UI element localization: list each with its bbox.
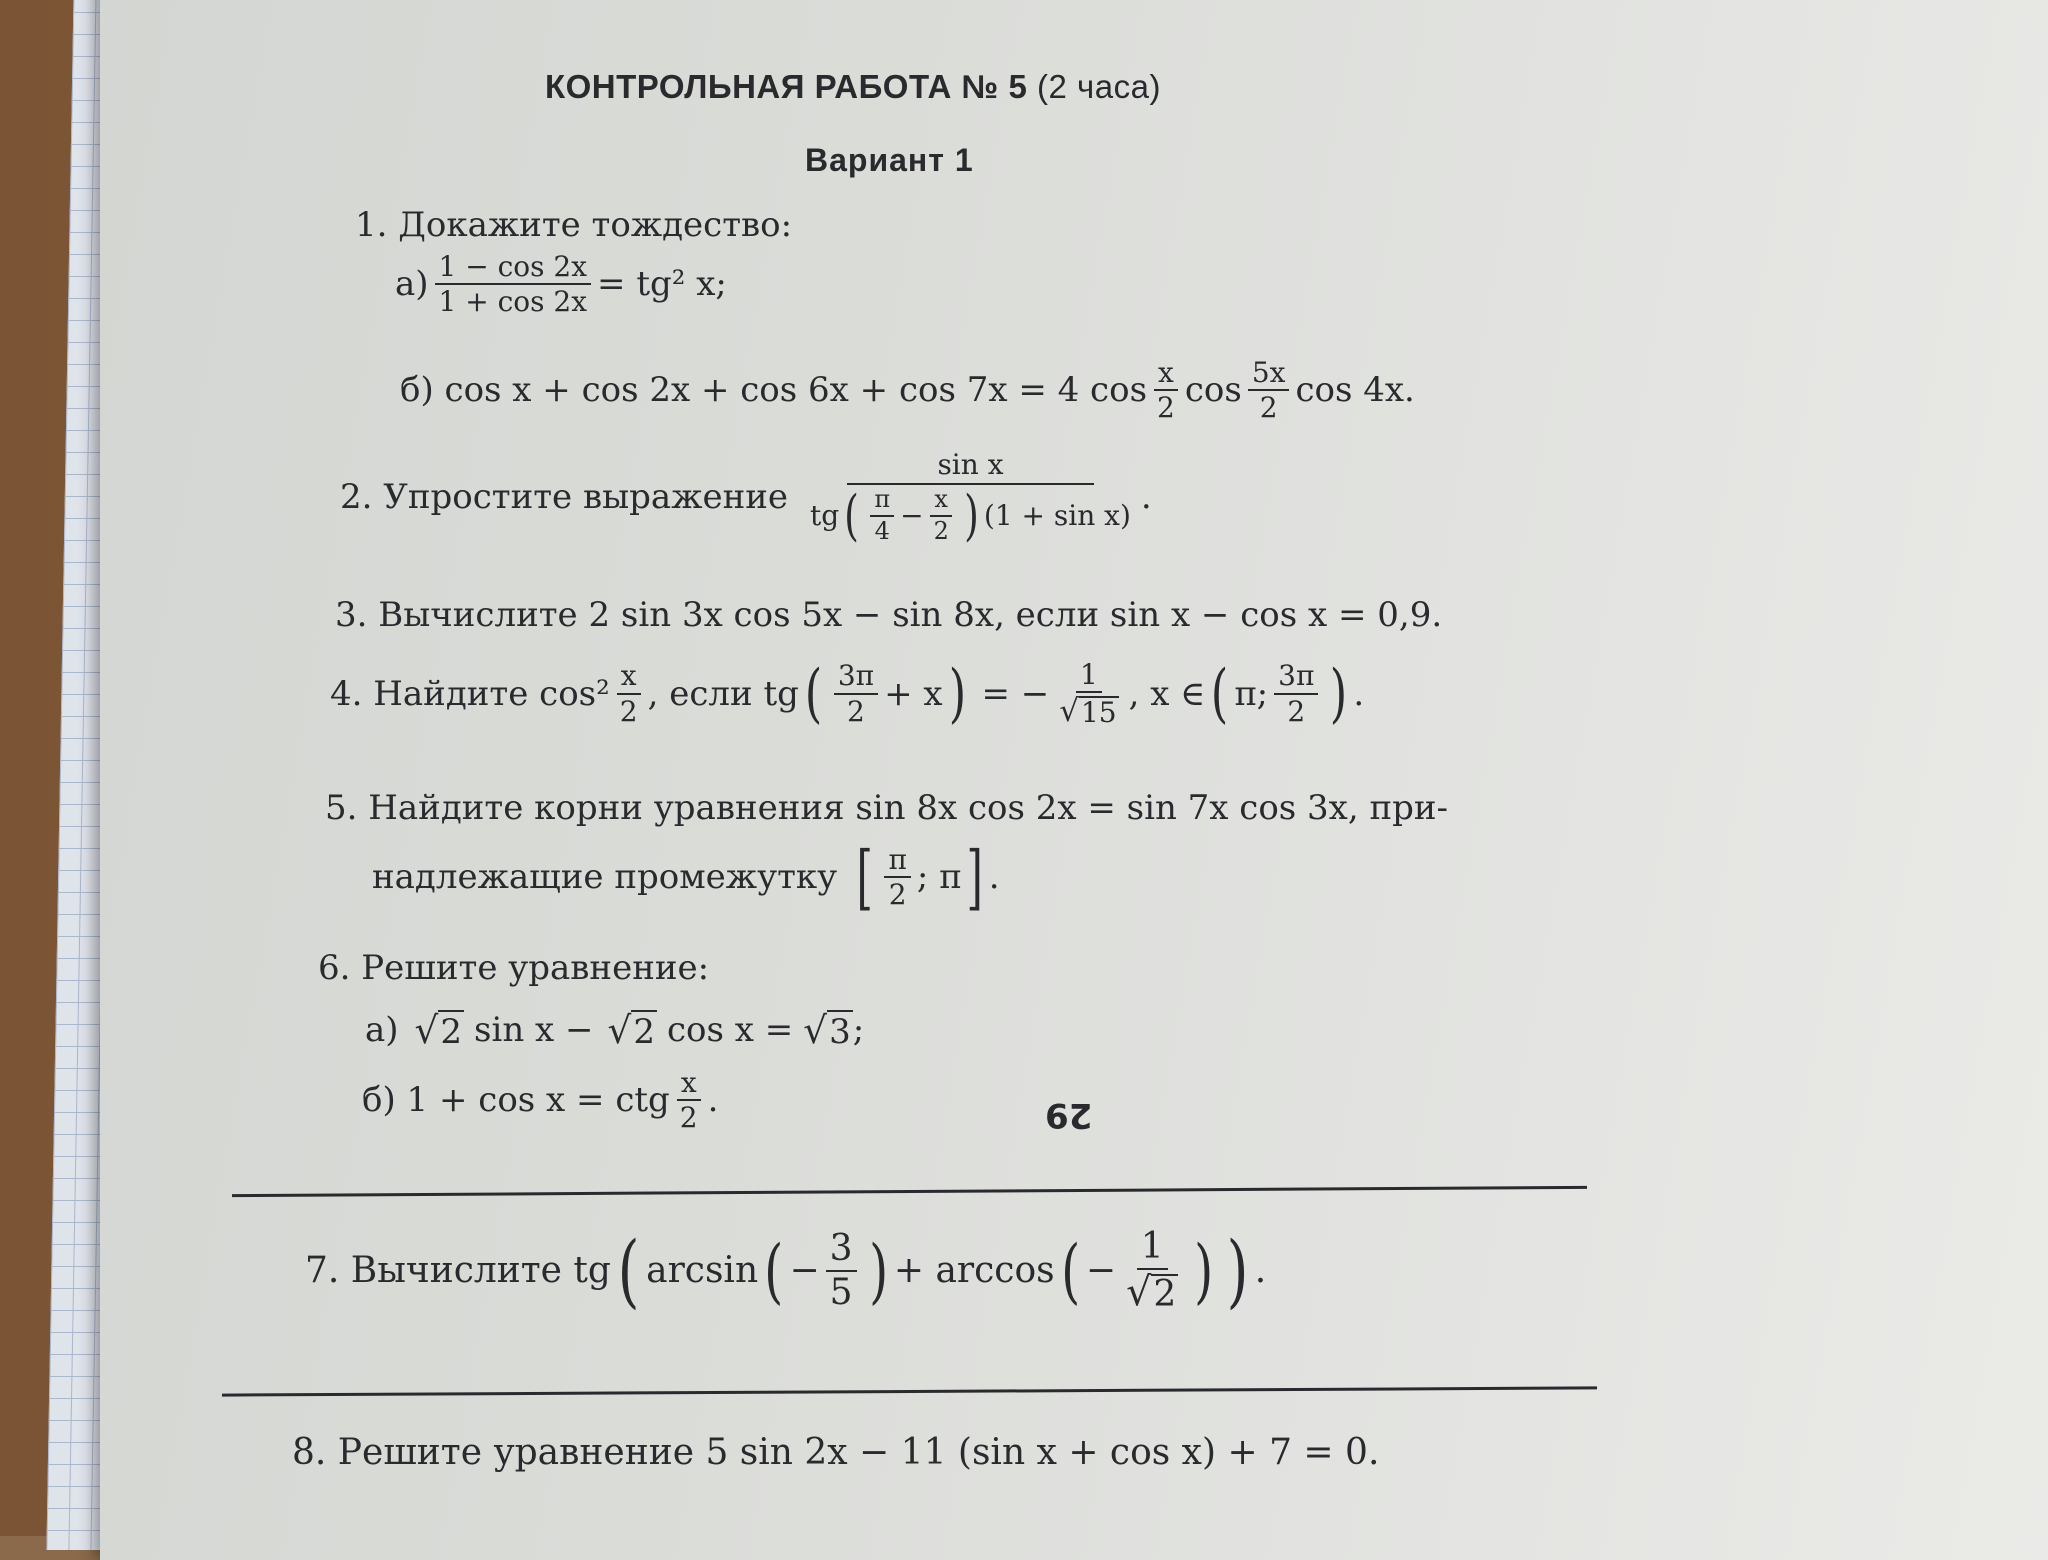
task-6-text: 6. Решите уравнение:: [318, 948, 710, 988]
task-4-f3-den: [1055, 693, 1122, 730]
task-1b-frac1-num: x: [1154, 358, 1178, 391]
task-5-text-1: 5. Найдите корни уравнения sin 8x cos 2x = sin 7x cos 3x, при-: [325, 788, 1449, 828]
task-1b-end: cos 4x.: [1295, 370, 1415, 411]
task-7: [305, 1223, 1267, 1317]
task-6a-term-1: sin x −: [474, 1010, 594, 1050]
task-1a: [395, 252, 727, 317]
task-4-f4-den: 2: [1287, 694, 1306, 728]
task-5-line-1: [325, 788, 1448, 828]
task-4-f2-num: 3π: [834, 661, 878, 694]
task-2-x: x: [930, 487, 952, 516]
task-6a-radicand-3: 3: [829, 1012, 851, 1052]
task-7-frac-1-sqrt2: [1122, 1228, 1182, 1313]
task-2-tail: (1 + sin x): [983, 498, 1131, 532]
task-2-minus: −: [900, 498, 924, 532]
task-1a-rhs: = tg² x;: [597, 264, 727, 305]
task-7-frac-3-5: [826, 1227, 857, 1313]
task-4-f1-num: x: [617, 661, 641, 694]
task-6a-sqrt-2: √ 2: [607, 1008, 655, 1052]
task-7-arccos-close: ): [1194, 1229, 1214, 1312]
task-6b-frac: [676, 1068, 702, 1133]
task-5-end: .: [988, 857, 1000, 897]
task-7-arcsin-close: ): [868, 1229, 888, 1312]
task-4-sqrt: √ 15: [1059, 693, 1117, 730]
task-1-label: [355, 205, 792, 245]
task-4-radicand: 15: [1080, 696, 1117, 730]
task-4: [330, 656, 1365, 731]
task-2-two: 2: [933, 516, 949, 545]
task-2-paren-open: (: [844, 483, 860, 547]
task-1a-denominator: 1 + cos 2x: [438, 285, 588, 319]
task-1b: [400, 358, 1415, 423]
task-6a-sqrt-3: √ 3: [803, 1008, 851, 1052]
task-4-eq: = −: [981, 673, 1050, 714]
task-4-f2-den: 2: [847, 694, 865, 728]
task-5-line-2: [372, 836, 1000, 918]
task-2-tg: tg: [810, 498, 840, 532]
task-6a: [365, 1008, 864, 1052]
task-1b-prefix: б) cos x + cos 2x + cos 6x + cos 7x = 4 cos: [400, 370, 1148, 411]
task-4-frac-3pi-2-b: [1274, 661, 1318, 726]
task-7-radicand: 2: [1153, 1273, 1177, 1315]
task-6-label: [318, 948, 709, 988]
task-6a-end: ;: [852, 1010, 865, 1050]
task-7-f2-den: [1122, 1270, 1182, 1314]
task-1a-numerator: 1 − cos 2x: [435, 252, 592, 285]
task-4-interval-close: ): [1330, 656, 1348, 731]
task-2-label: 2. Упростите выражение: [340, 476, 789, 517]
task-4-frac-1-sqrt15: [1055, 660, 1122, 728]
task-1b-middle: cos: [1184, 370, 1242, 411]
task-7-paren-open: (: [617, 1223, 640, 1317]
task-4-plus-x: + x: [884, 673, 943, 714]
task-1b-frac2-num: 5x: [1248, 358, 1290, 391]
divider-line-1: [232, 1186, 1587, 1197]
task-2-x-over-2: [930, 487, 953, 543]
task-7-f1-num: 3: [826, 1230, 857, 1272]
task-6a-prefix: а): [365, 1010, 399, 1050]
task-4-if: , если tg: [647, 673, 799, 714]
task-6b-text: б) 1 + cos x = ctg: [362, 1080, 670, 1121]
task-7-minus-2: −: [1085, 1250, 1117, 1292]
task-7-sqrt: √ 2: [1126, 1268, 1177, 1315]
task-1a-fraction: [435, 252, 592, 317]
task-1b-fraction-2: [1248, 358, 1290, 423]
task-7-f2-num: 1: [1137, 1228, 1168, 1270]
task-1b-frac2-den: 2: [1259, 391, 1278, 425]
task-2-four: 4: [874, 516, 890, 545]
task-4-end: .: [1353, 673, 1365, 714]
task-4-frac-x-2: [616, 661, 642, 726]
task-8-text: 8. Решите уравнение 5 sin 2x − 11 (sin x + cos x) + 7 = 0.: [292, 1432, 1380, 1473]
task-1b-fraction-1: [1153, 358, 1179, 423]
task-3: [335, 595, 1442, 635]
task-7-label: 7. Вычислите tg: [305, 1250, 611, 1292]
task-7-f1-den: 5: [829, 1271, 853, 1313]
page-number: 29: [1045, 1095, 1093, 1135]
task-7-arcsin-open: (: [764, 1229, 784, 1312]
task-2-denominator: [806, 483, 1135, 547]
task-7-minus-1: −: [789, 1250, 820, 1292]
title-duration: (2 часа): [1037, 68, 1161, 105]
task-5-f-num: π: [884, 845, 910, 878]
page-title: [545, 68, 1161, 106]
task-1b-frac1-den: 2: [1157, 391, 1175, 425]
task-4-frac-3pi-2: [834, 661, 878, 726]
task-6b-num: x: [677, 1068, 701, 1101]
task-3-text: 3. Вычислите 2 sin 3x cos 5x − sin 8x, если sin x − cos x = 0,9.: [335, 595, 1443, 635]
task-5-f-den: 2: [888, 878, 907, 911]
task-4-paren-open: (: [804, 656, 823, 731]
task-4-f3-num: 1: [1076, 660, 1102, 693]
variant-heading: Вариант 1: [805, 142, 974, 178]
task-4-f4-num: 3π: [1274, 661, 1318, 694]
task-2-pi: π: [870, 487, 894, 516]
task-2: [340, 448, 1152, 547]
task-2-fraction: [806, 448, 1135, 547]
task-4-f1-den: 2: [619, 694, 638, 728]
task-8: [292, 1432, 1379, 1473]
task-2-end: .: [1140, 476, 1152, 517]
task-7-end: .: [1254, 1250, 1267, 1292]
task-7-arccos-open: (: [1060, 1229, 1080, 1312]
task-5-frac-pi-2: [884, 842, 910, 911]
task-5-bracket-close: ]: [966, 836, 984, 918]
title-main: КОНТРОЛЬНАЯ РАБОТА № 5: [545, 68, 1028, 105]
task-4-pi: π;: [1234, 673, 1269, 714]
task-4-condition: , x ∈: [1128, 673, 1206, 714]
task-7-arcsin: arcsin: [646, 1250, 759, 1292]
task-4-interval-open: (: [1211, 656, 1229, 731]
task-2-paren-close: ): [964, 483, 979, 547]
task-6a-radicand-2: 2: [633, 1012, 655, 1052]
task-5-pi: ; π: [916, 857, 962, 897]
task-4-label: 4. Найдите cos²: [330, 673, 610, 714]
task-6a-sqrt-1: √ 2: [414, 1008, 463, 1052]
task-6a-term-2: cos x =: [666, 1010, 794, 1050]
task-4-paren-close: ): [948, 656, 966, 731]
task-1-text: 1. Докажите тождество:: [355, 205, 793, 245]
task-6a-radicand-1: 2: [440, 1012, 463, 1052]
divider-line-2: [222, 1386, 1597, 1396]
task-6b: [362, 1068, 718, 1133]
task-2-pi-over-4: [870, 487, 894, 543]
task-5-bracket-open: [: [856, 836, 874, 918]
task-1a-prefix: а): [395, 264, 429, 305]
task-7-plus-arccos: + arccos: [893, 1250, 1055, 1292]
task-6b-den: 2: [679, 1101, 698, 1135]
task-2-numerator: sin x: [847, 450, 1093, 485]
task-6b-end: .: [707, 1080, 719, 1121]
task-5-text-2: надлежащие промежутку: [372, 857, 838, 897]
task-7-paren-close: ): [1226, 1223, 1249, 1317]
